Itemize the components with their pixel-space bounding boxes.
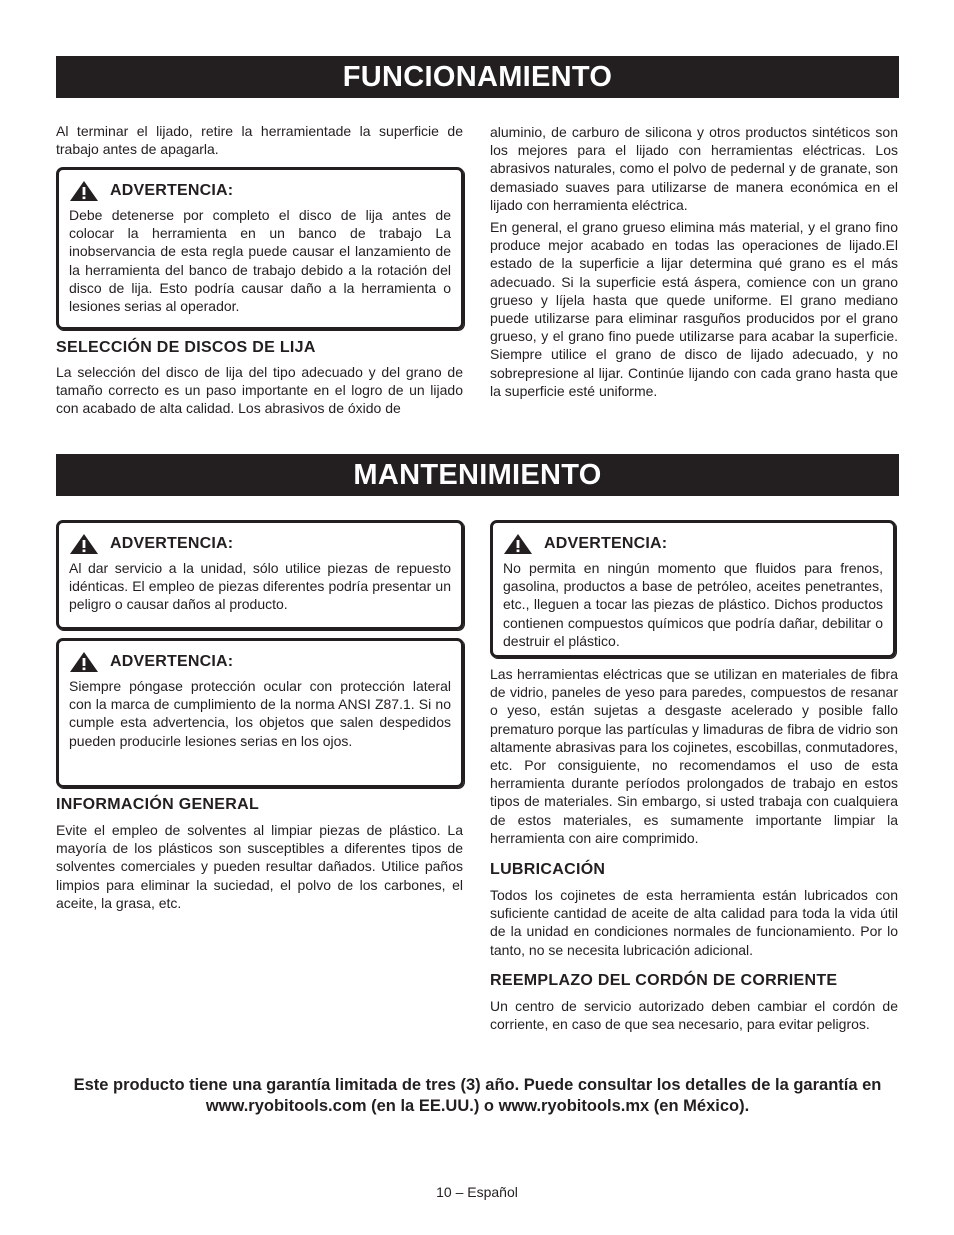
- warning-triangle-icon: [503, 533, 533, 555]
- cordon-text: Un centro de servicio autorizado deben cambiar el cordón de corriente, en caso de que sea necesario, para evitar peligros.: [490, 997, 898, 1033]
- discos-section: [56, 338, 463, 418]
- warning-text: Al dar servicio a la unidad, sólo utilice piezas de repuesto idénticas. El empleo de piezas diferentes podría presentar un peligro o causar daños al producto.: [69, 560, 451, 613]
- abrasivos-paragraph: aluminio, de carburo de silicona y otros productos sintéticos son los mejores para el lijado con herramientas eléctricas. Los abrasivos naturales, como el polvo de pedernal y de granate, son demasiado suaves para utilizarse de manera económica en el lijado con herramienta eléctrica.: [490, 124, 898, 213]
- warning-box-proteccion-ocular: [56, 638, 464, 788]
- funcionamiento-intro: Al terminar el lijado, retire la herramientade la superficie de trabajo antes de apagarla.: [56, 123, 463, 158]
- warning-label: ADVERTENCIA:: [110, 182, 234, 199]
- general-text: Evite el empleo de solventes al limpiar piezas de plástico. La mayoría de los plásticos son susceptibles a diferentes tipos de solventes comerciales y pueden resultar dañados. Utilice paños limpios para eliminar la suciedad, el polvo de los carbones, el aceite, la grasa, etc.: [56, 822, 463, 911]
- general-heading: INFORMACIÓN GENERAL: [56, 796, 260, 813]
- discos-text: La selección del disco de lija del tipo adecuado y del grano de tamaño correcto es un paso importante en el logro de un lijado con acabado de alta calidad. Los abrasivos de óxido de: [56, 364, 463, 417]
- funcionamiento-right-column: [490, 123, 898, 400]
- warning-box-fluidos: [490, 520, 896, 658]
- fibra-paragraph: Las herramientas eléctricas que se utilizan en materiales de fibra de vidrio, paneles de yeso para paredes, compuestos de resanar o yeso, están sujetas a desgaste acelerado y posible fallo prematuro porque las partículas y limaduras de fibra de vidrio son altamente abrasivas para los cojinetes, escobillas, conmutadores, etc. Por consiguiente, no recomendamos el uso de esta herramienta durante períodos prolongados de trabajo en estos tipos de materiales. Sin embargo, si usted trabaja con cualquiera de estos materiales, es sumamente importante limpiar la herramienta con aire comprimido.: [490, 666, 898, 846]
- lubricacion-heading: LUBRICACIÓN: [490, 861, 606, 879]
- mantenimiento-right-column: [490, 665, 898, 1033]
- warning-triangle-icon: [69, 651, 99, 673]
- grano-paragraph: En general, el grano grueso elimina más material, y el grano fino produce mejor acabado en todas las operaciones de lijado.El estado de la superficie a lijar determina qué grano es el más adecuado. Si la superficie está áspera, comience con un grano grueso y líjela hasta que quede uniforme. El grano mediano puede utilizarse para eliminar rasguños producidos por el grano grueso, y el grano fino puede utilizarse para acabar la superficie. Siempre utilice el grano de disco de lijado adecuado, y no sobrepresione al lijar. Continúe lijando con cada grano hasta que la superficie esté uniforme.: [490, 219, 898, 399]
- section-title-funcionamiento: FUNCIONAMIENTO: [56, 56, 899, 98]
- warning-triangle-icon: [69, 180, 99, 202]
- warning-triangle-icon: [69, 533, 99, 555]
- discos-heading: SELECCIÓN DE DISCOS DE LIJA: [56, 339, 316, 356]
- informacion-general-section: [56, 795, 463, 912]
- warning-box-disco: [56, 167, 464, 330]
- warning-text: Debe detenerse por completo el disco de lija antes de colocar la herramienta en un banco de trabajo La inobservancia de esta regla puede causar el lanzamiento de la herramienta del banco de trabajo debido a la rotación del disco de lija. Esto podría causar daño a la herramienta o lesiones serias al operador.: [69, 207, 451, 315]
- warning-text: Siempre póngase protección ocular con protección lateral con la marca de cumplimiento de la norma ANSI Z87.1. Si no cumple esta advertencia, los objetos que salen despedidos pueden producirle lesiones serias en los ojos.: [69, 678, 451, 749]
- warning-label: ADVERTENCIA:: [110, 535, 234, 552]
- warning-label: ADVERTENCIA:: [544, 535, 668, 552]
- warning-label: ADVERTENCIA:: [110, 653, 234, 670]
- warranty-note: Este producto tiene una garantía limitada de tres (3) año. Puede consultar los detalles de la garantía en www.ryobitools.com (en la EE.UU.) o www.ryobitools.mx (en México).: [73, 1076, 882, 1115]
- lubricacion-text: Todos los cojinetes de esta herramienta están lubricados con suficiente cantidad de aceite de alta calidad para toda la vida útil de la unidad en condiciones normales de funcionamiento. Por lo tanto, no se necesita lubricación adicional.: [490, 887, 898, 958]
- page-number: 10 – Español: [436, 1184, 518, 1200]
- section-title-mantenimiento: MANTENIMIENTO: [56, 454, 899, 496]
- cordon-heading: REEMPLAZO DEL CORDÓN DE CORRIENTE: [490, 971, 838, 989]
- funcionamiento-left-column: [56, 122, 463, 158]
- warning-text: No permita en ningún momento que fluidos para frenos, gasolina, productos a base de petróleo, aceites penetrantes, etc., lleguen a tocar las piezas de plástico. Dichos productos contienen compuestos químicos que podría dañar, debilitar o destruir el plástico.: [503, 560, 883, 649]
- warning-box-repuestos: [56, 520, 464, 630]
